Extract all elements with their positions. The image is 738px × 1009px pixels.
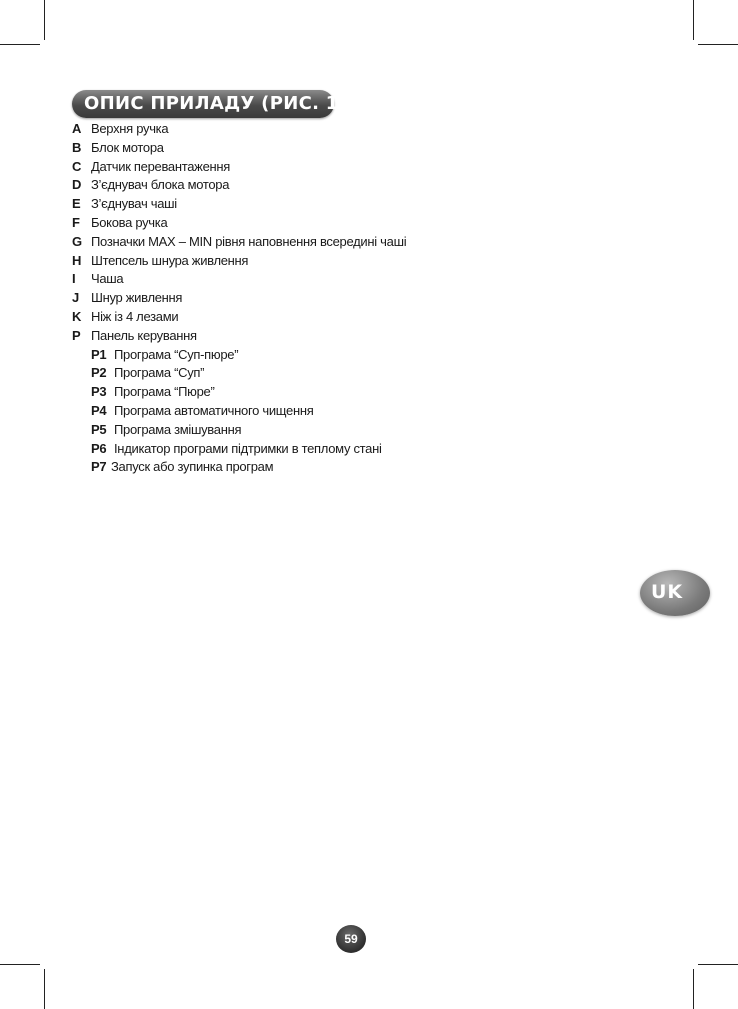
subitem-label: Програма змішування [114, 421, 242, 437]
item-letter: G [72, 233, 82, 249]
item-letter: I [72, 271, 76, 287]
item-label: Позначки MAX – MIN рівня наповнення всередині чаші [91, 233, 407, 249]
subitem-label: Програма “Суп” [114, 365, 205, 381]
subitem-label: Індикатор програми підтримки в теплому стані [114, 440, 382, 456]
item-letter: F [72, 215, 80, 230]
subitem-code: P5 [91, 421, 107, 437]
item-label: З’єднувач чаші [91, 196, 177, 212]
crop-mark [44, 0, 45, 40]
item-label: Бокова ручка [91, 215, 168, 230]
item-letter: P [72, 327, 81, 343]
crop-mark [44, 969, 45, 1009]
subitem-label: Програма “Пюре” [114, 384, 215, 400]
item-letter: K [72, 309, 82, 324]
item-label: Чаша [91, 271, 124, 287]
page-number: 59 [344, 932, 358, 946]
subitem-code: P4 [91, 403, 107, 418]
item-label: Верхня ручка [91, 121, 169, 136]
crop-mark [0, 44, 40, 45]
item-letter: C [72, 158, 82, 174]
crop-mark [693, 0, 694, 40]
item-letter: D [72, 177, 82, 193]
section-title: ОПИС ПРИЛАДУ (РИС. 1) [84, 93, 348, 114]
item-label: Ніж із 4 лезами [91, 309, 179, 324]
item-letter: J [72, 290, 79, 306]
subitem-code: P2 [91, 365, 107, 381]
subitem-label: Запуск або зупинка програм [111, 459, 274, 475]
item-label: Штепсель шнура живлення [91, 252, 249, 268]
crop-mark [0, 964, 40, 965]
item-letter: E [72, 196, 81, 212]
subitem-code: P1 [91, 346, 107, 362]
item-label: Датчик перевантаження [91, 158, 230, 174]
subitem-label: Програма “Суп-пюре” [114, 346, 239, 362]
subitem-code: P3 [91, 384, 107, 400]
subitem-code: P7 [91, 459, 107, 475]
language-tab: UK [651, 581, 684, 603]
item-letter: A [72, 121, 82, 136]
subitem-label: Програма автоматичного чищення [114, 403, 314, 418]
crop-mark [698, 44, 738, 45]
item-label: З’єднувач блока мотора [91, 177, 230, 193]
item-letter: H [72, 252, 82, 268]
item-letter: B [72, 139, 82, 155]
item-label: Панель керування [91, 327, 197, 343]
item-label: Шнур живлення [91, 290, 183, 306]
crop-mark [693, 969, 694, 1009]
item-label: Блок мотора [91, 139, 164, 155]
crop-mark [698, 964, 738, 965]
subitem-code: P6 [91, 440, 107, 456]
